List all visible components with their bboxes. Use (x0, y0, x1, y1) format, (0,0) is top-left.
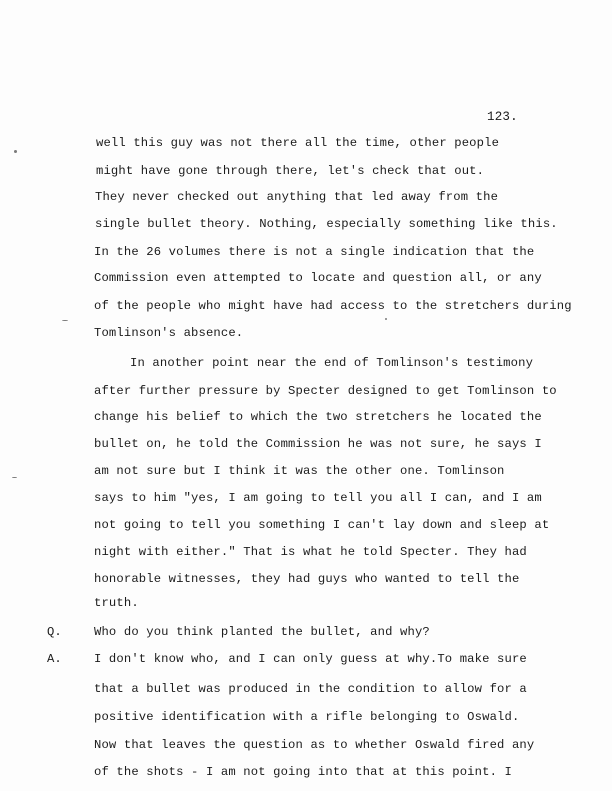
body-line: Commission even attempted to locate and question all, or any (94, 271, 542, 285)
scan-speck (385, 318, 387, 320)
answer-line: positive identification with a rifle belonging to Oswald. (94, 710, 520, 724)
body-line: am not sure but I think it was the other one. Tomlinson (94, 464, 505, 478)
body-line: well this guy was not there all the time, other people (96, 136, 500, 150)
scan-speck (14, 150, 17, 153)
body-line: In the 26 volumes there is not a single indication that the (94, 245, 535, 259)
scan-speck (12, 477, 17, 478)
answer-marker: A. (47, 652, 62, 666)
body-line: night with either." That is what he told Specter. They had (94, 545, 527, 559)
body-line: truth. (94, 596, 139, 610)
page-number: 123. (487, 110, 518, 124)
question-marker: Q. (47, 625, 62, 639)
body-line: In another point near the end of Tomlinson's testimony (130, 356, 534, 370)
answer-line: of the shots - I am not going into that at this point. I (94, 765, 512, 779)
body-line: says to him "yes, I am going to tell you all I can, and I am (94, 491, 542, 505)
body-line: not going to tell you something I can't lay down and sleep at (94, 518, 550, 532)
body-line: single bullet theory. Nothing, especially something like this. (95, 217, 558, 231)
body-line: might have gone through there, let's check that out. (96, 164, 485, 178)
body-line: honorable witnesses, they had guys who wanted to tell the (94, 572, 520, 586)
body-line: change his belief to which the two stretchers he located the (94, 410, 542, 424)
body-line: They never checked out anything that led away from the (95, 190, 499, 204)
answer-line: Now that leaves the question as to whether Oswald fired any (94, 738, 535, 752)
body-line: Tomlinson's absence. (94, 326, 244, 340)
body-line: after further pressure by Specter designed to get Tomlinson to (94, 384, 557, 398)
body-line: bullet on, he told the Commission he was not sure, he says I (94, 437, 542, 451)
scan-speck (62, 320, 68, 321)
answer-line: that a bullet was produced in the condition to allow for a (94, 682, 527, 696)
question-text: Who do you think planted the bullet, and why? (94, 625, 430, 639)
body-line: of the people who might have had access to the stretchers during (94, 299, 572, 313)
answer-line: I don't know who, and I can only guess at why.To make sure (94, 652, 527, 666)
